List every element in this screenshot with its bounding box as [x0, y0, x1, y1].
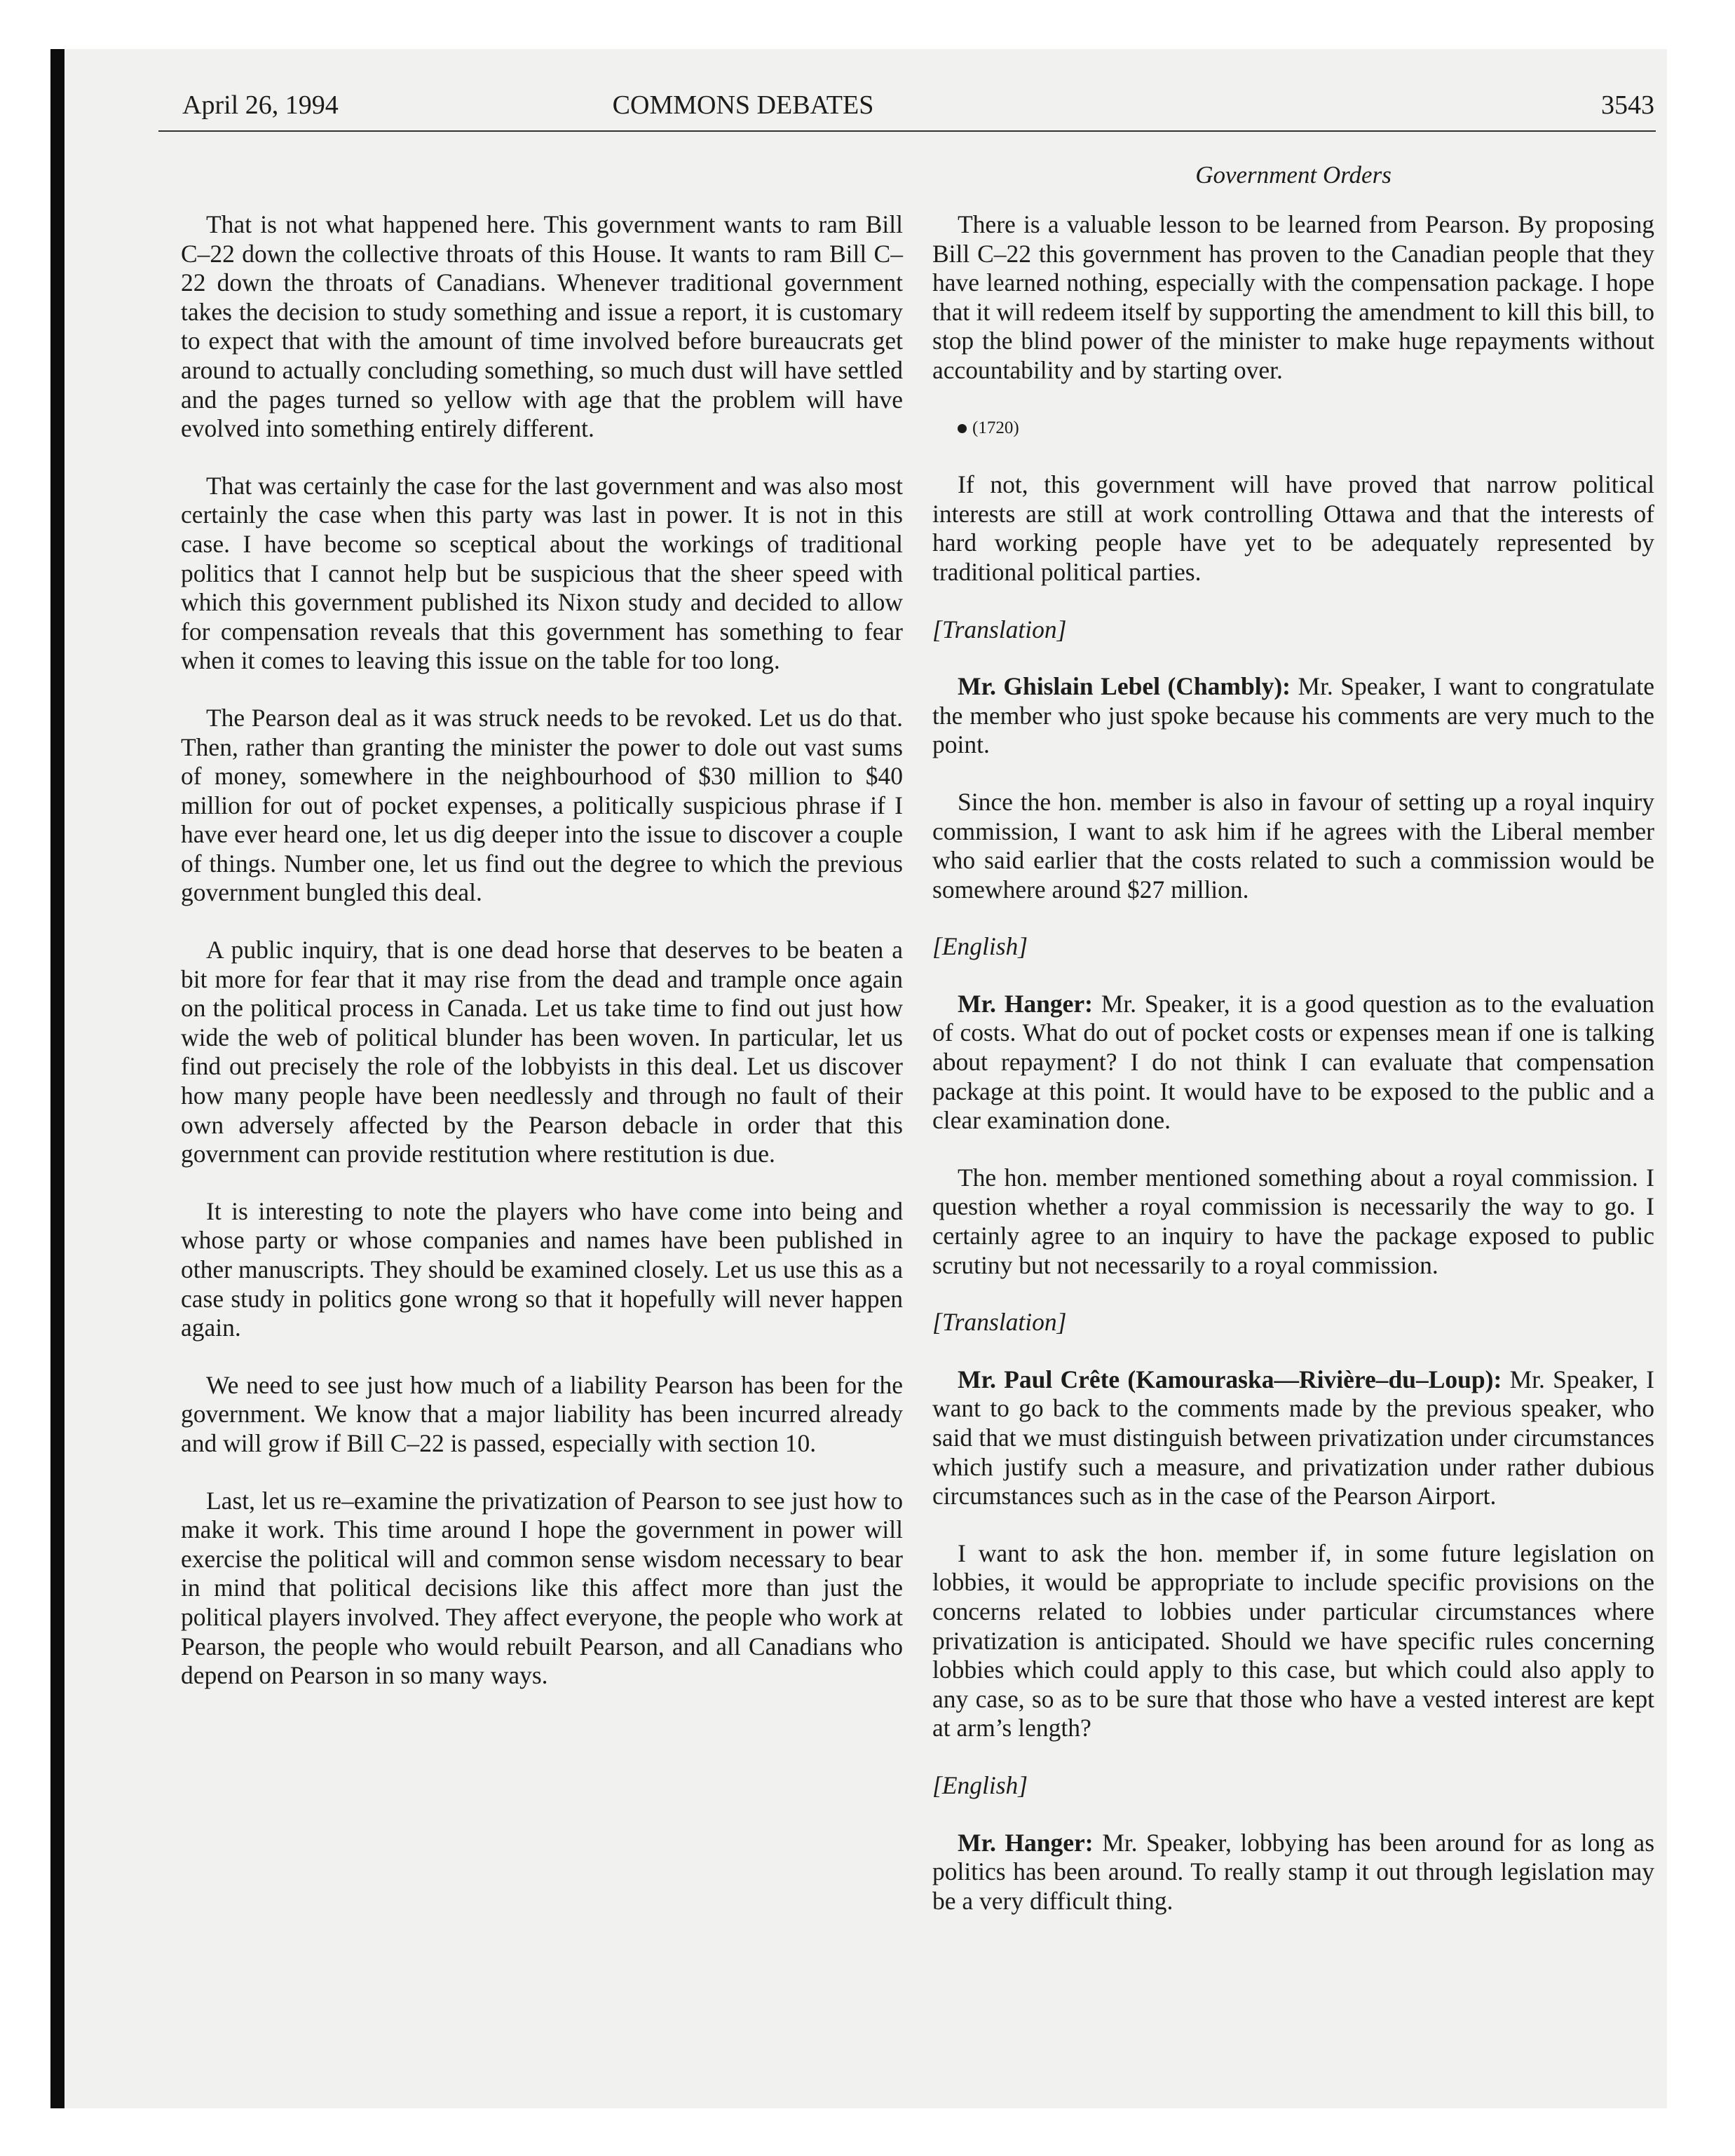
paragraph: Last, let us re–examine the privatization of Pearson to see just how to make it work. This time around I hope the government in power will exercise the political will and common sense wisdom necessary to bear in mind that political decisions like this affect more than just the political players involved. They affect everyone, the people who work at Pearson, the people who would rebuilt Pearson, and all Canadians who depend on Pearson in so many ways. — [181, 1486, 903, 1690]
speaker-name: Mr. Hanger: — [958, 989, 1093, 1018]
paragraph: I want to ask the hon. member if, in some future legislation on lobbies, it would be appropriate to include specific provisions on the concerns related to lobbies under particular circumstances where privatization is anticipated. Should we have specific rules concerning lobbies which could apply to this case, but which could also apply to any case, so as to be sure that those who have a vested interest are kept at arm’s length? — [932, 1538, 1654, 1742]
language-tag: [English] — [932, 1770, 1028, 1799]
page-header — [182, 90, 1654, 126]
speech-text: Mr. Speaker, I want to go back to the comments made by the previous speaker, who said that we must distinguish between privatization under circumstances which justify such a measure, and privatization under rather dubious circumstances such as in the case of the Pearson Airport. — [932, 1365, 1654, 1510]
speaker-name: Mr. Ghislain Lebel (Chambly): — [958, 672, 1291, 701]
time-marker-text: (1720) — [972, 418, 1019, 437]
paragraph: That was certainly the case for the last government and was also most certainly the case when this party was last in power. It is not in this case. I have become so sceptical about the workings of traditional politics that I cannot help but be suspicious that the sheer speed with which this government published its Nixon study and decided to allow for compensation reveals that this government has something to fear when it comes to leaving this issue on the table for too long. — [181, 471, 903, 675]
left-column — [181, 210, 903, 1719]
page-number: 3543 — [1601, 90, 1654, 120]
paragraph: That is not what happened here. This government wants to ram Bill C–22 down the collective throats of this House. It wants to ram Bill C–22 down the throats of Canadians. Whenever traditional government takes the decision to study something and issue a report, it is customary to expect that with the amount of time involved before bureaucrats get around to actually concluding something, so much dust will have settled and the pages turned so yellow with age that the problem will have evolved into something entirely different. — [181, 210, 903, 443]
bullet-icon — [958, 424, 967, 433]
paragraph: We need to see just how much of a liability Pearson has been for the government. We know that a major liability has been incurred already and will grow if Bill C–22 is passed, especially with section 10. — [181, 1370, 903, 1457]
speech-paragraph — [932, 1365, 1654, 1511]
header-title: COMMONS DEBATES — [612, 90, 874, 120]
speech-paragraph — [932, 990, 1654, 1135]
paragraph: There is a valuable lesson to be learned from Pearson. By proposing Bill C–22 this government has proven to the Canadian people that they have learned nothing, especially with the compensation package. I hope that it will redeem itself by supporting the amendment to kill this bill, to stop the blind power of the minister to make huge repayments without accountability and by starting over. — [932, 210, 1654, 384]
speech-paragraph — [932, 672, 1654, 760]
right-column — [932, 210, 1654, 1944]
time-marker — [932, 414, 1654, 443]
speaker-name: Mr. Hanger: — [958, 1828, 1094, 1857]
language-tag: [Translation] — [932, 615, 1067, 643]
scan-edge — [50, 49, 64, 2108]
paragraph: The Pearson deal as it was struck needs to be revoked. Let us do that. Then, rather than granting the minister the power to dole out vast sums of money, somewhere in the neighbourhood of $30 million to $40 million for out of pocket expenses, a politically suspicious phrase if I have ever heard one, let us dig deeper into the issue to discover a couple of things. Number one, let us find out the degree to which the previous government bungled this deal. — [181, 703, 903, 907]
speech-paragraph — [932, 1829, 1654, 1916]
speech-text: Mr. Speaker, I want to congratulate the member who just spoke because his comments are very much to the point. — [932, 672, 1654, 759]
language-tag: [Translation] — [932, 1308, 1067, 1337]
speech-text: Mr. Speaker, lobbying has been around for as long as politics has been around. To really stamp it out through legislation may be a very difficult thing. — [932, 1828, 1655, 1915]
paragraph: If not, this government will have proved that narrow political interests are still at work controlling Ottawa and that the interests of hard working people have yet to be adequately represented by traditional political parties. — [932, 470, 1654, 586]
header-date: April 26, 1994 — [182, 90, 339, 120]
paragraph: It is interesting to note the players who have come into being and whose party or whose companies and names have been published in other manuscripts. They should be examined closely. Let us use this as a case study in politics gone wrong so that it hopefully will never happen again. — [181, 1196, 903, 1342]
language-tag: [English] — [932, 932, 1028, 961]
speaker-name: Mr. Paul Crête (Kamouraska—Rivière–du–Loup): — [958, 1365, 1502, 1393]
paragraph: The hon. member mentioned something about a royal commission. I question whether a royal commission is necessarily the way to go. I certainly agree to an inquiry to have the package exposed to public scrutiny but not necessarily to a royal commission. — [932, 1163, 1654, 1279]
header-rule — [158, 130, 1656, 132]
paragraph: Since the hon. member is also in favour of setting up a royal inquiry commission, I want to ask him if he agrees with the Liberal member who said earlier that the costs related to such a commission would be somewhere around $27 million. — [932, 787, 1654, 903]
section-title: Government Orders — [1195, 161, 1392, 189]
speech-text: Mr. Speaker, it is a good question as to the evaluation of costs. What do out of pocket costs or expenses mean if one is talking about repayment? I do not think I can evaluate that compensation package at this point. It would have to be exposed to the public and a clear examination done. — [932, 989, 1655, 1135]
paragraph: A public inquiry, that is one dead horse that deserves to be beaten a bit more for fear that it may rise from the dead and trample once again on the political process in Canada. Let us take time to find out just how wide the web of political blunder has been woven. In particular, let us find out precisely the role of the lobbyists in this deal. Let us discover how many people have been needlessly and through no fault of their own adversely affected by the Pearson debacle in order that this government can provide restitution where restitution is due. — [181, 936, 903, 1168]
